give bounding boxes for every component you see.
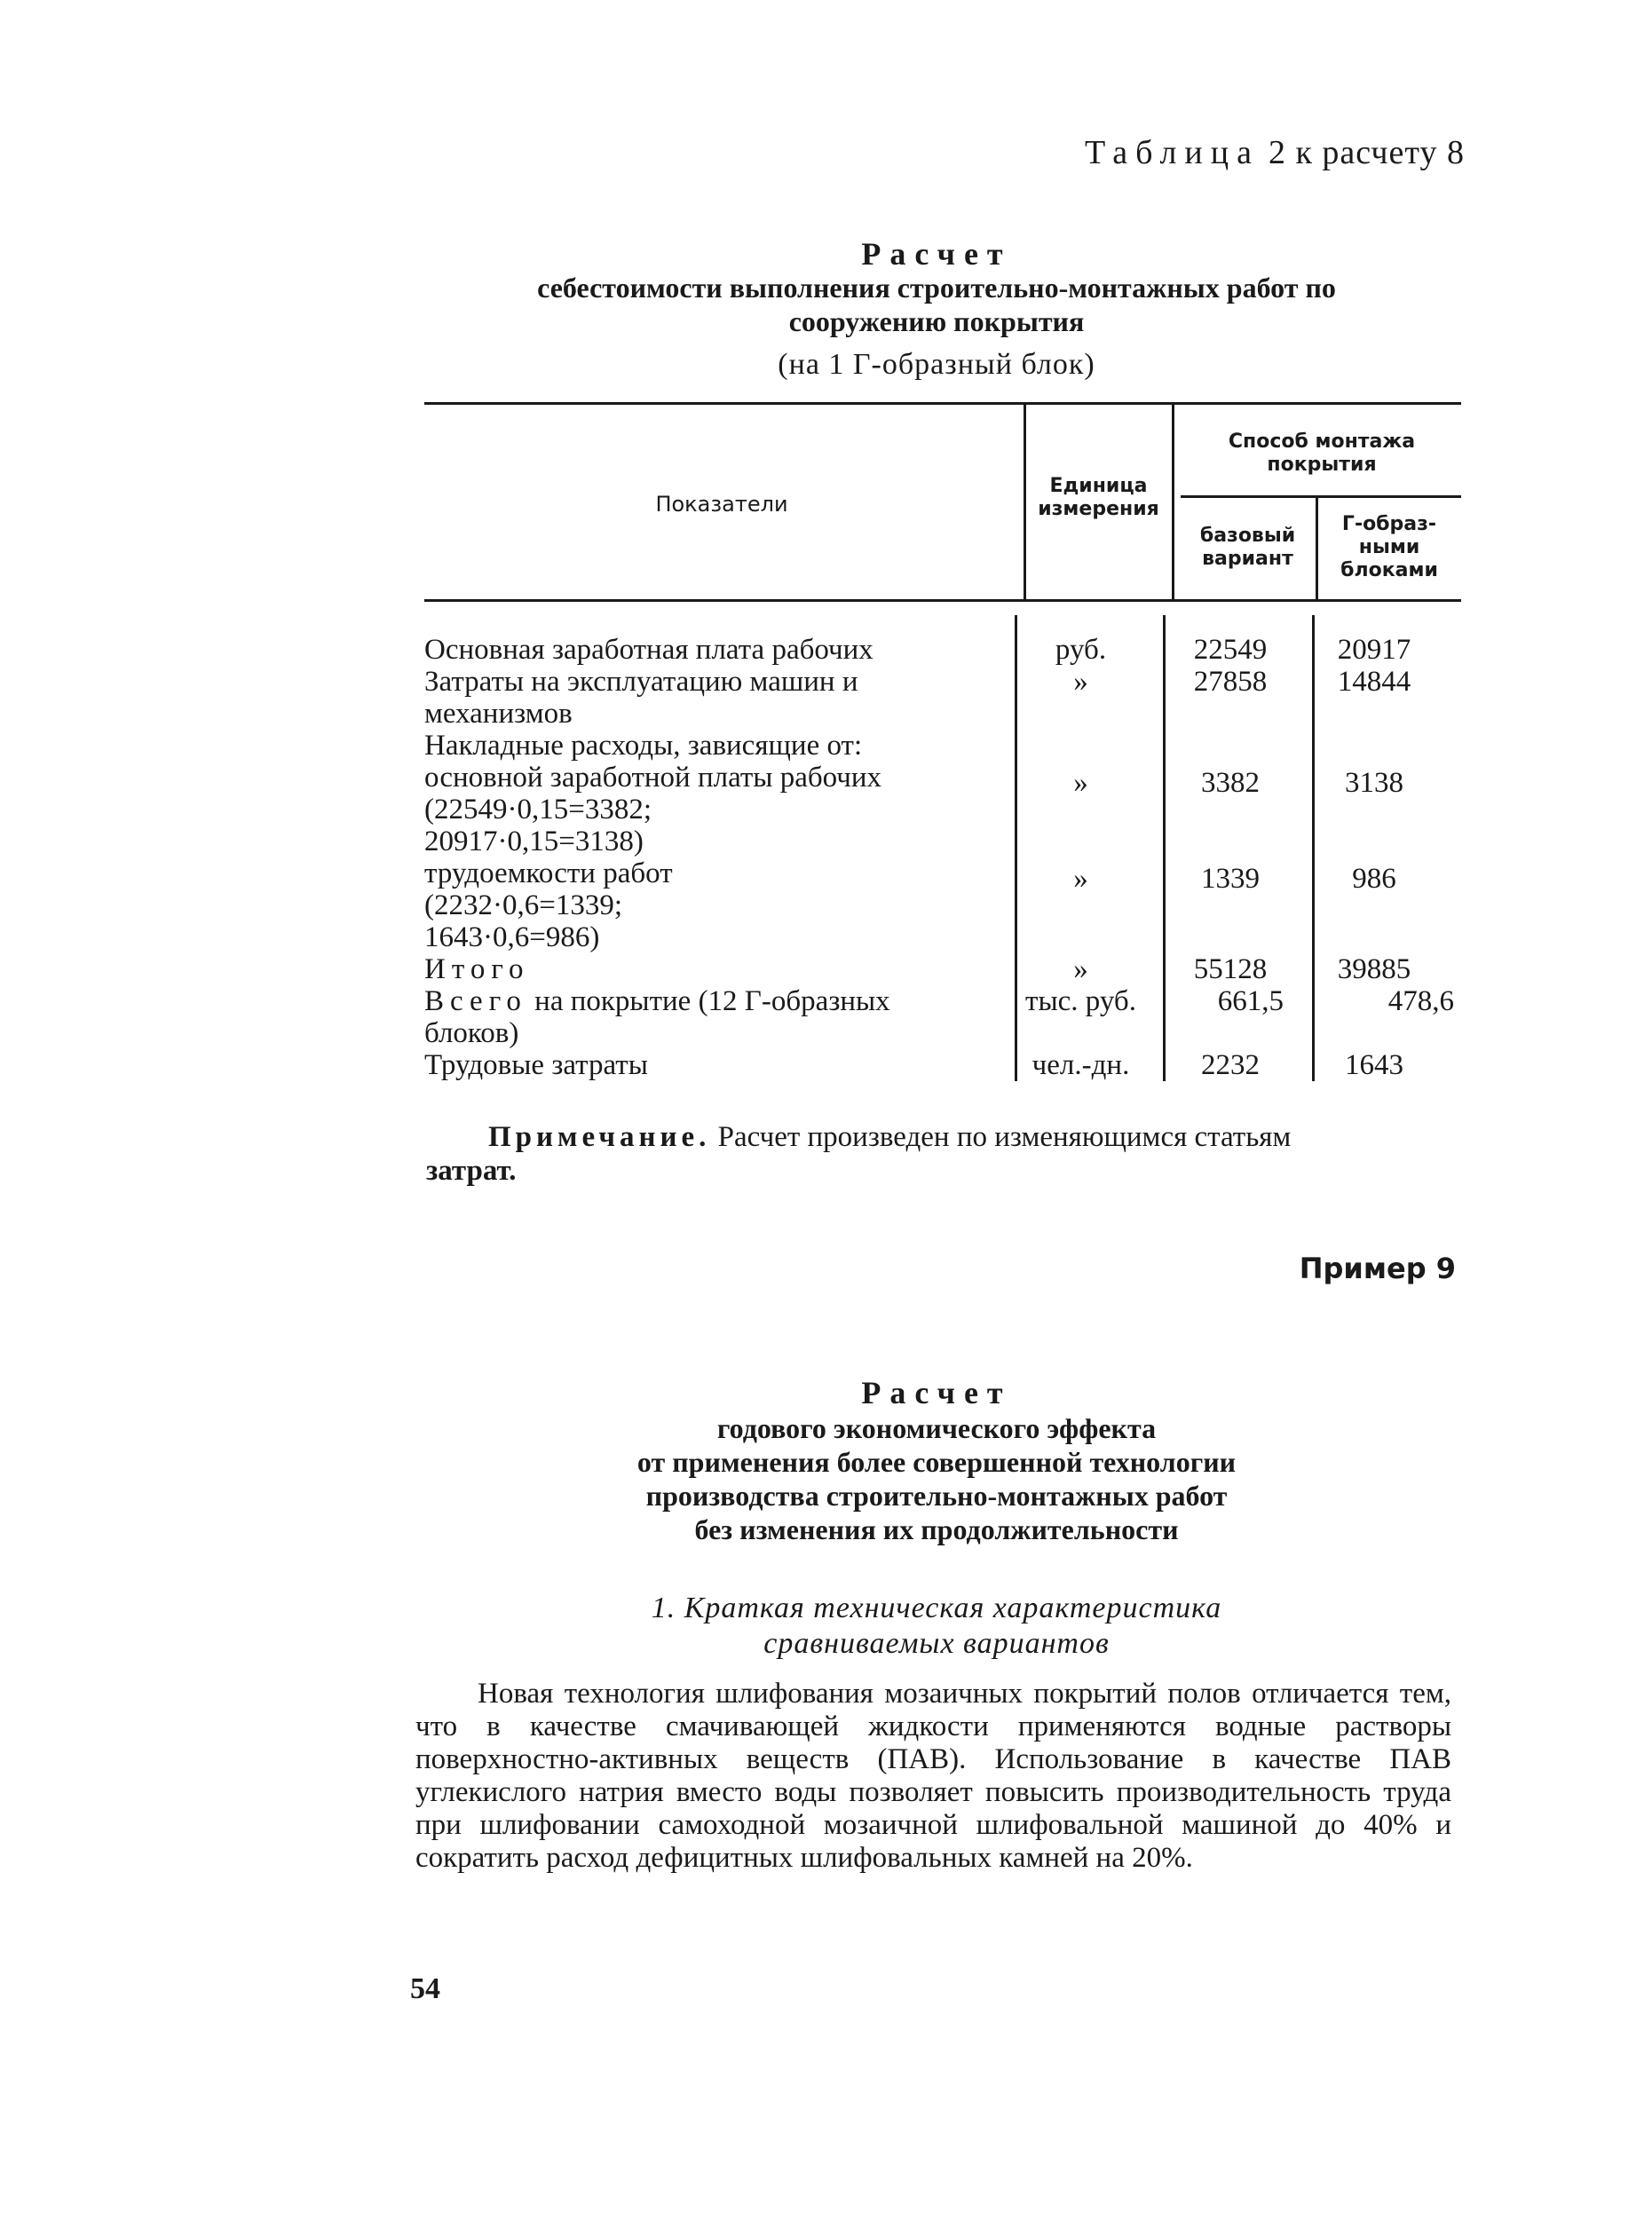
note-text-line1: Расчет произведен по изменяющимся статьям: [717, 1121, 1292, 1153]
row-label-base-wage: Основная заработная плата рабочих: [424, 634, 873, 666]
cost-table: [424, 402, 1463, 1083]
calc1-per-unit: (на 1 Г-образный блок): [778, 348, 1095, 381]
header-g-blocks: Г-образ- ными блоками: [1340, 513, 1438, 581]
table-vline-2-header: [1172, 402, 1174, 599]
row-label-labor-intensity-line1: трудоемкости работ: [424, 857, 673, 889]
section-heading-line2: сравниваемых вариантов: [763, 1627, 1110, 1660]
table-vline-2-body: [1163, 615, 1166, 1081]
example-label: Пример 9: [1299, 1252, 1456, 1285]
header-base: базовый вариант: [1199, 525, 1296, 570]
calc1-subtitle-line2: сооружению покрытия: [788, 305, 1085, 337]
row-label-total: [424, 954, 997, 985]
row-label-labor-intensity-line3: 1643·0,6=986): [424, 921, 600, 953]
header-method: Способ монтажа покрытия: [1228, 431, 1416, 476]
row-g-grand-total: 478,6: [1387, 985, 1454, 1017]
table-method-rule: [1181, 495, 1461, 498]
row-unit-base-wage: руб.: [1055, 634, 1107, 666]
row-g-labor-intensity: 986: [1352, 863, 1396, 895]
row-label-grand-total-word: Всего: [424, 985, 527, 1017]
row-base-labor-intensity: 1339: [1201, 863, 1260, 895]
row-base-base-wage: 22549: [1193, 634, 1268, 666]
row-base-machines: 27858: [1193, 666, 1268, 698]
row-label-overhead-wage-line2: (22549·0,15=3382;: [424, 794, 652, 826]
row-unit-labor-costs: чел.-дн.: [1032, 1049, 1130, 1081]
row-base-total: 55128: [1193, 953, 1268, 985]
row-label-total-text: Итого: [424, 953, 530, 985]
row-label-overhead-wage-line1: основной заработной платы рабочих: [424, 762, 882, 794]
row-g-base-wage: 20917: [1337, 634, 1411, 666]
row-unit-total: »: [1073, 953, 1088, 985]
row-unit-grand-total: тыс. руб.: [1025, 985, 1136, 1017]
row-label-overhead-wage-line3: 20917·0,15=3138): [424, 826, 644, 857]
table-vline-1-header: [1024, 402, 1026, 599]
row-g-total: 39885: [1337, 953, 1411, 985]
calc2-line4: без изменения их продолжительности: [694, 1513, 1179, 1545]
table-note: [426, 1120, 1447, 1188]
table-header-rule: [424, 599, 1461, 602]
page-number: 54: [410, 1972, 440, 2005]
table-label-word: Таблица: [1084, 134, 1260, 171]
calc1-subtitle-line1: себестоимости выполнения строительно-монтажных работ по: [537, 272, 1336, 304]
note-line1: [426, 1120, 1447, 1154]
row-unit-overhead-wage: »: [1073, 767, 1088, 799]
row-label-machines-line2: механизмов: [424, 698, 573, 730]
row-label-labor-intensity-line2: (2232·0,6=1339;: [424, 889, 623, 921]
row-label-labor-costs: Трудовые затраты: [424, 1049, 648, 1081]
body-paragraph: Новая технология шлифования мозаичных покрытий полов отличается тем, что в качестве смачивающей жидкости применяются водные растворы поверхностно-активных веществ (ПАВ). Использование в качестве ПАВ углекислого натрия вместо воды позволяет повысить производительность труда при шлифовании самоходной мозаичной шлифовальной машиной до 40% и сократить расход дефицитных шлифовальных камней на 20%.: [415, 1678, 1451, 1874]
calc2-line2: от применения более совершенной технологии: [636, 1446, 1237, 1478]
row-base-overhead-wage: 3382: [1201, 767, 1260, 799]
row-label-overhead: Накладные расходы, зависящие от:: [424, 730, 863, 762]
table-top-rule: [424, 402, 1461, 405]
row-label-grand-total-rest: на покрытие (12 Г-образных: [534, 985, 890, 1017]
row-g-overhead-wage: 3138: [1345, 767, 1403, 799]
row-base-grand-total: 661,5: [1217, 985, 1284, 1017]
row-label-grand-total-line1: [424, 986, 997, 1017]
calc1-title: Расчет: [861, 236, 1012, 272]
note-text-line2: затрат.: [426, 1155, 517, 1187]
row-g-machines: 14844: [1337, 666, 1411, 698]
calc2-title: Расчет: [861, 1375, 1012, 1410]
section-heading-line1: 1. Краткая техническая характеристика: [651, 1592, 1222, 1624]
note-lead: Примечание.: [488, 1121, 711, 1153]
table-label-rest: 2 к расчету 8: [1268, 134, 1465, 171]
calc2-line1: годового экономического эффекта: [716, 1412, 1157, 1444]
header-unit: Единица измерения: [1038, 475, 1159, 520]
row-g-labor-costs: 1643: [1345, 1049, 1403, 1081]
table-vline-3-header: [1316, 495, 1318, 599]
row-label-machines-line1: Затраты на эксплуатацию машин и: [424, 666, 858, 698]
row-unit-machines: »: [1073, 666, 1088, 698]
row-label-grand-total-line2: блоков): [424, 1017, 519, 1049]
calc2-line3: производства строительно-монтажных работ: [645, 1480, 1228, 1512]
row-base-labor-costs: 2232: [1201, 1049, 1260, 1081]
row-unit-labor-intensity: »: [1073, 863, 1088, 895]
table-label: [1021, 133, 1465, 172]
header-indicators: Показатели: [655, 492, 788, 517]
